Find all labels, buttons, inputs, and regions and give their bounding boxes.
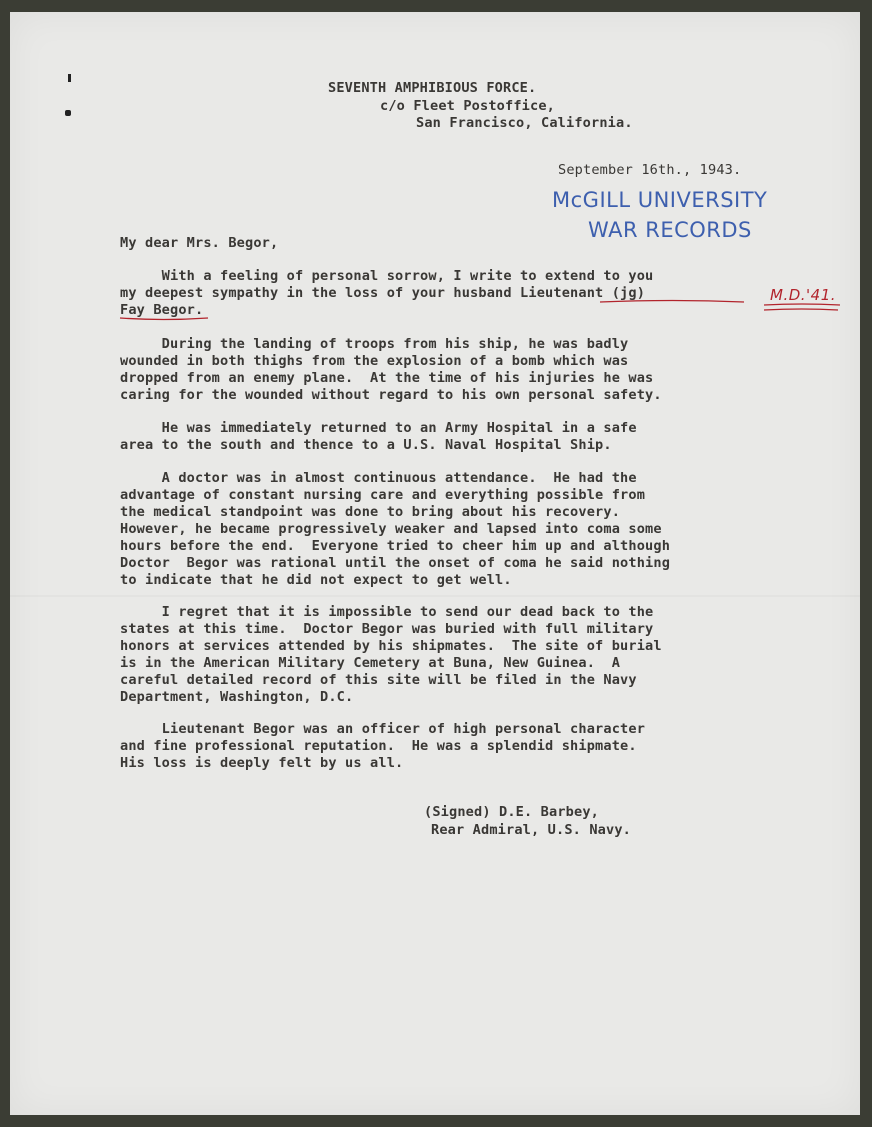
paragraph-line: However, he became progressively weaker and lapsed into coma some (120, 521, 662, 537)
war-records-stamp-line2: WAR RECORDS (588, 218, 752, 242)
paragraph-line: advantage of constant nursing care and everything possible from (120, 487, 646, 503)
signature-name: (Signed) D.E. Barbey, (424, 804, 600, 820)
letterhead-city: San Francisco, California. (416, 115, 633, 131)
paragraph-line: and fine professional reputation. He was a splendid shipmate. (120, 738, 637, 754)
rank-underline (598, 298, 748, 306)
paragraph-line: With a feeling of personal sorrow, I write to extend to you (120, 268, 654, 284)
salutation: My dear Mrs. Begor, (120, 235, 279, 251)
paragraph-line: Doctor Begor was rational until the onset of coma he said nothing (120, 555, 671, 571)
paragraph-line: caring for the wounded without regard to his own personal safety. (120, 387, 662, 403)
name-underline (118, 315, 212, 323)
paragraph-line: wounded in both thighs from the explosion of a bomb which was (120, 353, 629, 369)
paragraph-line: hours before the end. Everyone tried to cheer him up and although (120, 538, 671, 554)
paragraph-line: is in the American Military Cemetery at Buna, New Guinea. A (120, 655, 621, 671)
signature-title: Rear Admiral, U.S. Navy. (431, 822, 632, 838)
md-annotation: M.D.'41. (770, 286, 837, 304)
letterhead-postoffice: c/o Fleet Postoffice, (380, 98, 556, 114)
paragraph-line: He was immediately returned to an Army Hospital in a safe (120, 420, 637, 436)
war-records-stamp-line1: McGILL UNIVERSITY (552, 188, 768, 212)
annotation-underline (762, 302, 842, 314)
paragraph-line: I regret that it is impossible to send our dead back to the (120, 604, 654, 620)
paragraph-line: dropped from an enemy plane. At the time of his injuries he was (120, 370, 654, 386)
letterhead-unit: SEVENTH AMPHIBIOUS FORCE. (328, 80, 537, 96)
paragraph-line: states at this time. Doctor Begor was buried with full military (120, 621, 654, 637)
margin-mark (65, 110, 71, 116)
paragraph-line: During the landing of troops from his ship, he was badly (120, 336, 629, 352)
paragraph-line: to indicate that he did not expect to get well. (120, 572, 512, 588)
margin-mark (68, 74, 71, 82)
letter-date: September 16th., 1943. (558, 162, 742, 178)
paragraph-line: His loss is deeply felt by us all. (120, 755, 404, 771)
paragraph-line: A doctor was in almost continuous attendance. He had the (120, 470, 637, 486)
paragraph-line: my deepest sympathy in the loss of your husband Lieutenant (jg) (120, 285, 646, 301)
paragraph-line: careful detailed record of this site will be filed in the Navy (120, 672, 637, 688)
paragraph-line: honors at services attended by his shipmates. The site of burial (120, 638, 662, 654)
letter-page (10, 12, 860, 1115)
paragraph-line: area to the south and thence to a U.S. Naval Hospital Ship. (120, 437, 612, 453)
paragraph-line: the medical standpoint was done to bring about his recovery. (120, 504, 621, 520)
paragraph-line: Department, Washington, D.C. (120, 689, 354, 705)
paragraph-line: Fay Begor. (120, 302, 204, 318)
paragraph-line: Lieutenant Begor was an officer of high personal character (120, 721, 646, 737)
